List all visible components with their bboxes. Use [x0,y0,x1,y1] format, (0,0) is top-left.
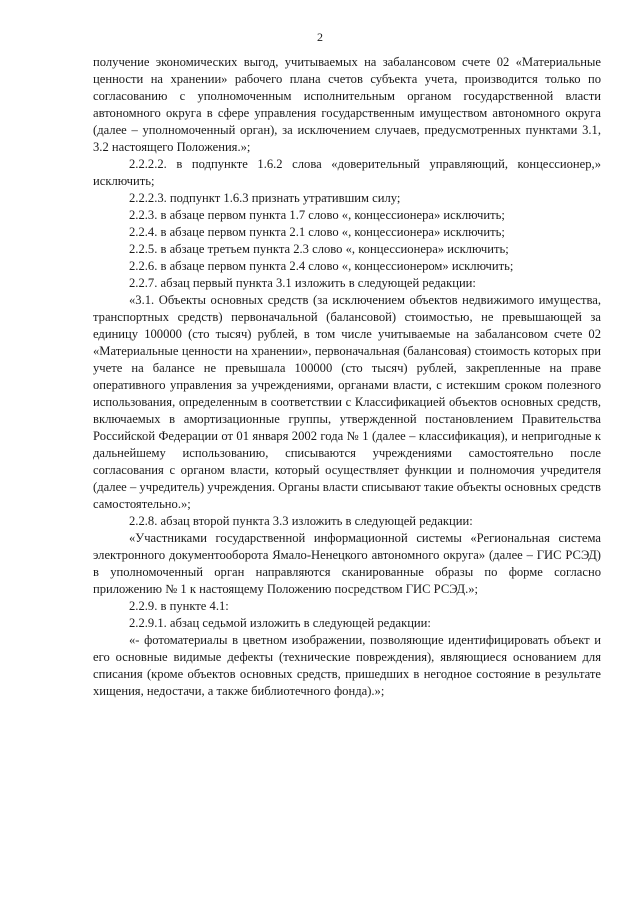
paragraph-2-2-3: 2.2.3. в абзаце первом пункта 1.7 слово «, концессионера» исключить; [129,208,505,222]
document-body [93,54,601,700]
quoted-clause-photo-materials: «- фотоматериалы в цветном изображении, позволяющие идентифицировать объект и его основные видимые дефекты (технические повреждения), являющиеся основанием для списания (кроме объектов основных средств, пришедших в негодное состояние в результате хищения, недостачи, а также библиотечного фонда).»; [93,633,601,698]
paragraph-2-2-4: 2.2.4. в абзаце первом пункта 2.1 слово «, концессионера» исключить; [129,225,505,239]
paragraph-2-2-2-2: 2.2.2.2. в подпункте 1.6.2 слова «доверительный управляющий, концессионер,» исключить; [93,157,601,188]
paragraph-2-2-5: 2.2.5. в абзаце третьем пункта 2.3 слово «, концессионера» исключить; [129,242,509,256]
paragraph-continuation: получение экономических выгод, учитываемых на забалансовом счете 02 «Материальные ценности на хранении» рабочего плана счетов субъекта учета, производится только по согласованию с уполномоченным исполнительным органом государственной власти автономного округа в сфере управления государственным имуществом автономного округа (далее – уполномоченный орган), за исключением случаев, предусмотренных пунктами 3.1, 3.2 настоящего Положения.»; [93,55,601,154]
paragraph-2-2-7: 2.2.7. абзац первый пункта 3.1 изложить в следующей редакции: [129,276,476,290]
quoted-clause-3-1: «3.1. Объекты основных средств (за исключением объектов недвижимого имущества, транспортных средств) первоначальной (балансовой) стоимостью, не превышающей за единицу 100000 (сто тысяч) рублей, в том числе учитываемые на забалансовом счете 02 «Материальные ценности на хранении», первоначальная (балансовая) стоимость которых при учете на балансе не превышала 100000 (сто тысяч) рублей, закрепленные на праве оперативного управления за учреждениями, органами власти, с истекшим сроком полезного использования, определенным в соответствии с Классификацией объектов основных средств, включаемых в амортизационные группы, утвержденной постановлением Правительства Российской Федерации от 01 января 2002 года № 1 (далее – классификация), и непригодные к дальнейшему использованию, списываются учреждениями самостоятельно после согласования с органом власти, который осуществляет функции и полномочия учредителя (далее – учредитель) учреждения. Органы власти списывают такие объекты основных средств самостоятельно.»; [93,293,601,511]
paragraph-2-2-6: 2.2.6. в абзаце первом пункта 2.4 слово «, концессионером» исключить; [129,259,514,273]
paragraph-2-2-9: 2.2.9. в пункте 4.1: [129,599,229,613]
paragraph-2-2-2-3: 2.2.2.3. подпункт 1.6.3 признать утратившим силу; [129,191,401,205]
paragraph-2-2-9-1: 2.2.9.1. абзац седьмой изложить в следующей редакции: [129,616,431,630]
quoted-clause-3-3: «Участниками государственной информационной системы «Региональная система электронного документооборота Ямало-Ненецкого автономного округа» (далее – ГИС РСЭД) в уполномоченный орган направляются сканированные образы по форме согласно приложению № 1 к настоящему Положению посредством ГИС РСЭД.»; [93,531,601,596]
paragraph-2-2-8: 2.2.8. абзац второй пункта 3.3 изложить в следующей редакции: [129,514,473,528]
page-number: 2 [317,30,323,44]
